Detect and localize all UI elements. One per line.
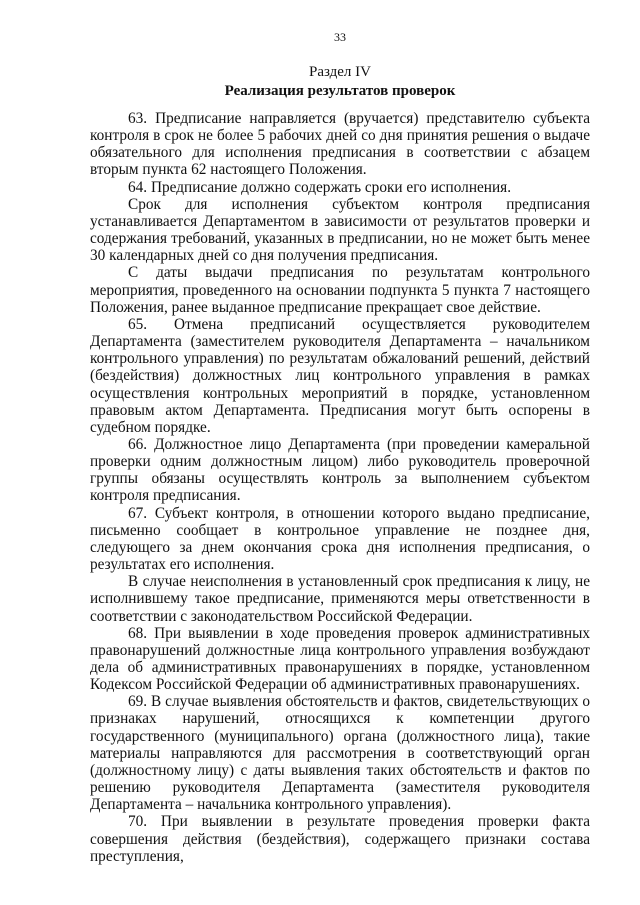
paragraph-64: 64. Предписание должно содержать сроки его исполнения. <box>128 178 512 196</box>
document-body <box>90 110 590 865</box>
paragraph-64-term: Срок для исполнения субъектом контроля предписания устанавливается Департаментом в зависимости от результатов проверки и содержания требований, указанных в предписании, но не может быть менее 30 календарных дней со дня получения предписания. <box>90 195 590 265</box>
paragraph-67: 67. Субъект контроля, в отношении которого выдано предписание, письменно сообщает в контрольное управление не позднее дня, следующего за днем окончания срока дня исполнения предписания, о результатах его исполнения. <box>90 504 590 574</box>
paragraph-70: 70. При выявлении в результате проведения проверки факта совершения действия (бездействия), содержащего признаки состава преступления, <box>90 813 590 865</box>
paragraph-65: 65. Отмена предписаний осуществляется руководителем Департамента (заместителем руководителя Департамента – начальником контрольного управления) по результатам обжалований решений, действий (бездействия) должностных лиц контрольного управления в рамках осуществления контрольных мероприятий в порядке, установленном правовым актом Департамента. Предписания могут быть оспорены в судебном порядке. <box>90 315 590 436</box>
paragraph-66: 66. Должностное лицо Департамента (при проведении камеральной проверки одним должностным лицом) либо руководитель проверочной группы обязаны осуществлять контроль за выполнением субъектом контроля предписания. <box>90 435 590 505</box>
section-title: Реализация результатов проверок <box>224 83 456 99</box>
page-number: 33 <box>334 30 346 44</box>
paragraph-63: 63. Предписание направляется (вручается) представителю субъекта контроля в срок не более 5 рабочих дней со дня принятия решения о выдаче обязательного для исполнения предписания в соответствии с абзацем вторым пункта 62 настоящего Положения. <box>90 110 590 179</box>
paragraph-68: 68. При выявлении в ходе проведения проверок административных правонарушений должностные лица контрольного управления возбуждают дела об административных правонарушениях в порядке, установленном Кодексом Российской Федерации об административных правонарушениях. <box>90 624 590 694</box>
paragraph-69: 69. В случае выявления обстоятельств и фактов, свидетельствующих о признаках нарушений, относящихся к компетенции другого государственного (муниципального) органа (должностного лица), такие материалы направляются для рассмотрения в соответствующий орган (должностному лицу) с даты выявления таких обстоятельств и фактов по решению руководителя Департамента (заместителя руководителя Департамента – начальника контрольного управления). <box>90 693 590 814</box>
paragraph-67-liability: В случае неисполнения в установленный срок предписания к лицу, не исполнившему такое предписание, применяются меры ответственности в соответствии с законодательством Российской Федерации. <box>90 573 590 625</box>
section-label: Раздел IV <box>308 64 371 80</box>
paragraph-64-termination: С даты выдачи предписания по результатам контрольного мероприятия, проведенного на основании подпункта 5 пункта 7 настоящего Положения, ранее выданное предписание прекращает свое действие. <box>90 264 590 316</box>
